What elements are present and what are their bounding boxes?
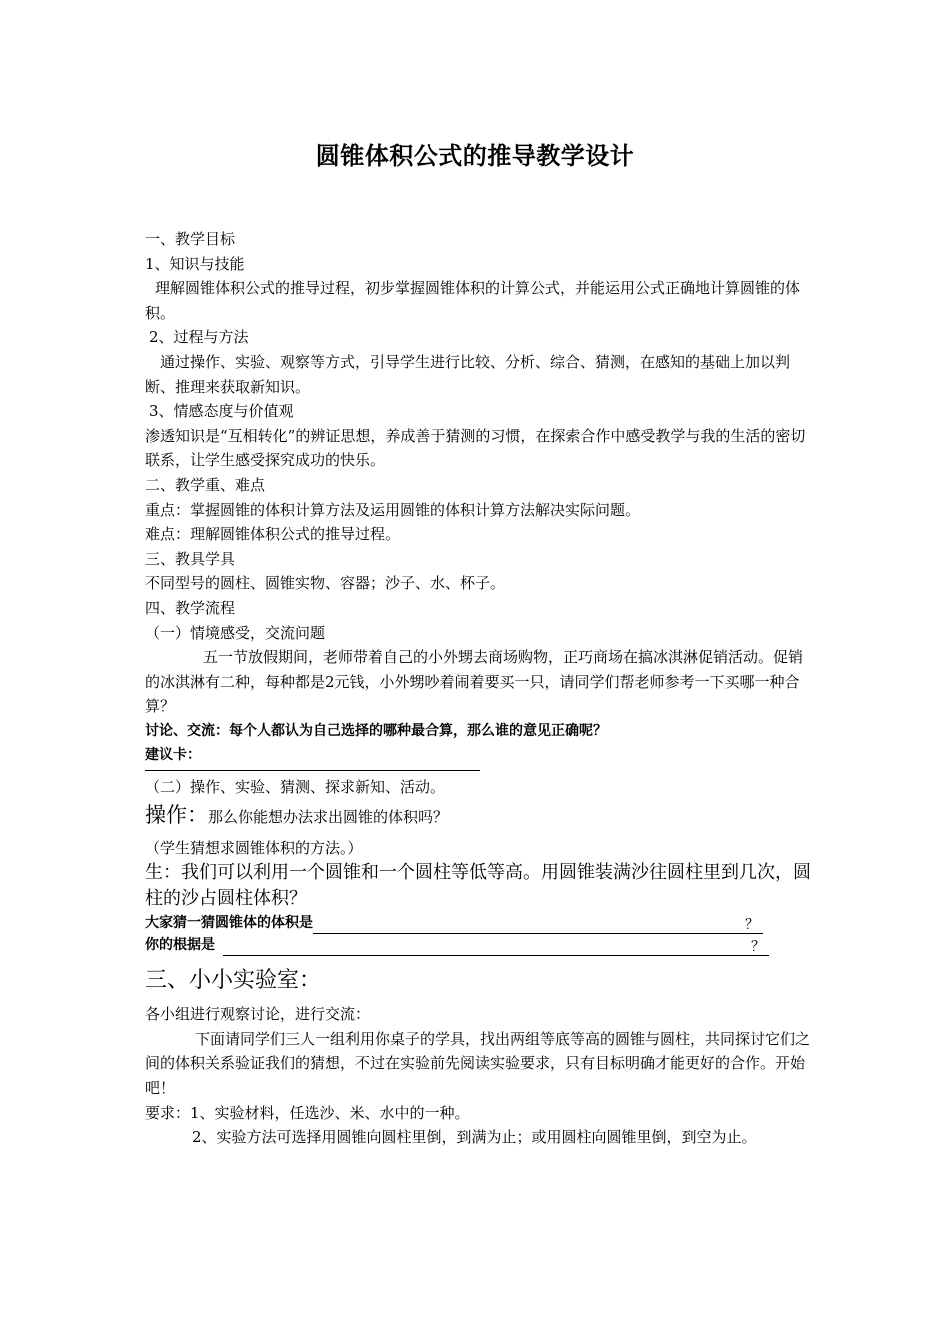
operation-label: 操作： xyxy=(145,802,208,827)
lab-requirement-2: 2、实验方法可选择用圆锥向圆柱里倒，到满为止；或用圆柱向圆锥里倒，到空为止。 xyxy=(192,1128,757,1147)
subheading-attitude: 3、情感态度与价值观 xyxy=(149,402,294,421)
lab-requirement-1: 要求：1、实验材料，任选沙、米、水中的一种。 xyxy=(145,1103,470,1122)
document-body xyxy=(145,227,813,1150)
fill-volume-label: 大家猜一猜圆锥体的体积是 xyxy=(145,915,313,932)
fill-reason xyxy=(145,934,813,956)
student-answer: 生：我们可以利用一个圆锥和一个圆柱等低等高。用圆锥装满沙往圆柱里到几次，圆柱的沙占圆柱体积？ xyxy=(145,862,811,910)
paragraph-knowledge: 理解圆锥体积公式的推导过程，初步掌握圆锥体积的计算公式，并能运用公式正确地计算圆锥的体积。 xyxy=(145,279,801,322)
document-title: 圆锥体积公式的推导教学设计 xyxy=(315,142,635,170)
section-heading-objectives: 一、教学目标 xyxy=(145,230,236,248)
fill-reason-label: 你的根据是 xyxy=(145,937,215,954)
section-heading-keypoints: 二、教学重、难点 xyxy=(145,475,266,494)
subheading-process: 2、过程与方法 xyxy=(149,328,249,347)
fill-reason-qmark: ？ xyxy=(747,939,769,956)
paragraph-situation: 五一节放假期间，老师带着自己的小外甥去商场购物，正巧商场在搞冰淇淋促销活动。促销的冰淇淋有二种，每种都是2元钱，小外甥吵着闹着要买一只，请同学们帮老师参考一下买哪一种合算？ xyxy=(145,648,804,716)
fill-volume-blank[interactable] xyxy=(313,917,741,934)
paragraph-difficulty: 难点：理解圆锥体积公式的推导过程。 xyxy=(145,525,401,544)
paragraph-materials: 不同型号的圆柱、圆锥实物、容器；沙子、水、杯子。 xyxy=(145,574,506,593)
section-heading-lab: 三、小小实验室： xyxy=(145,968,322,994)
subheading-operation: （二）操作、实验、猜测、探求新知、活动。 xyxy=(145,778,446,797)
subheading-knowledge: 1、知识与技能 xyxy=(145,254,245,273)
discussion-prompt: 讨论、交流：每个人都认为自己选择的哪种最合算，那么谁的意见正确呢？ xyxy=(145,722,607,739)
subheading-situation: （一）情境感受，交流问题 xyxy=(145,623,326,642)
suggestion-card-line xyxy=(145,770,480,771)
fill-volume-qmark: ？ xyxy=(741,917,763,934)
suggestion-card-label: 建议卡： xyxy=(145,747,201,764)
operation-line xyxy=(145,800,813,832)
lab-intro: 各小组进行观察讨论，进行交流： xyxy=(145,1005,371,1024)
paragraph-key-point: 重点：掌握圆锥的体积计算方法及运用圆锥的体积计算方法解决实际问题。 xyxy=(145,500,641,519)
lab-paragraph: 下面请同学们三人一组利用你桌子的学具，找出两组等底等高的圆锥与圆柱，共同探讨它们之间的体积关系验证我们的猜想，不过在实验前先阅读实验要求，只有目标明确才能更好的合作。开始吧！ xyxy=(145,1029,811,1098)
paragraph-attitude: 渗透知识是“互相转化”的辨证思想，养成善于猜测的习惯，在探索合作中感受教学与我的生活的密切联系，让学生感受探究成功的快乐。 xyxy=(145,426,806,470)
section-heading-materials: 三、教具学具 xyxy=(145,549,236,568)
guess-note: （学生猜想求圆锥体积的方法。） xyxy=(145,838,363,857)
paragraph-process: 通过操作、实验、观察等方式，引导学生进行比较、分析、综合、猜测，在感知的基础上加以判断、推理来获取新知识。 xyxy=(145,352,791,396)
operation-text: 那么你能想办法求出圆锥的体积吗？ xyxy=(208,807,449,826)
fill-volume-guess xyxy=(145,912,813,934)
fill-reason-blank[interactable] xyxy=(223,939,747,956)
section-heading-process: 四、教学流程 xyxy=(145,598,236,617)
